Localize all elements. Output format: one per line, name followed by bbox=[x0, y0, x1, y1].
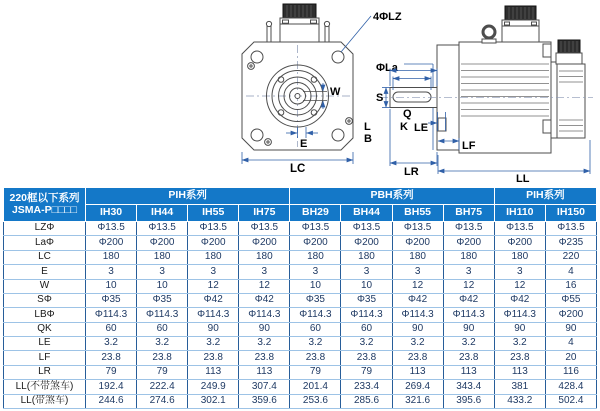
spec-table-body bbox=[4, 222, 597, 409]
spec-cell: 23.8 bbox=[392, 351, 443, 365]
spec-cell: Φ42 bbox=[392, 293, 443, 307]
spec-cell: 3.2 bbox=[188, 337, 239, 351]
spec-cell: 116 bbox=[545, 365, 596, 379]
spec-cell: Φ200 bbox=[494, 236, 545, 250]
dim-label-4phi-lz: 4ΦLZ bbox=[373, 11, 402, 23]
group-header-pbh: PBH系列 bbox=[290, 188, 494, 205]
series-group-row bbox=[4, 188, 597, 205]
spec-cell: 3.2 bbox=[137, 337, 188, 351]
spec-cell: 180 bbox=[239, 250, 290, 264]
dim-label-b: B bbox=[364, 133, 372, 145]
spec-cell: Φ114.3 bbox=[443, 308, 494, 322]
spec-cell: 180 bbox=[188, 250, 239, 264]
spec-cell: 180 bbox=[443, 250, 494, 264]
row-label: LR bbox=[4, 365, 86, 379]
dim-label-lf: LF bbox=[462, 140, 476, 152]
spec-cell: 3.2 bbox=[494, 337, 545, 351]
spec-cell: Φ13.5 bbox=[239, 222, 290, 236]
spec-cell: Φ114.3 bbox=[137, 308, 188, 322]
spec-cell: 321.6 bbox=[392, 394, 443, 409]
spec-cell: 113 bbox=[188, 365, 239, 379]
row-label: LF bbox=[4, 351, 86, 365]
series-title-line1: 220框以下系列 bbox=[9, 192, 80, 205]
row-label: QK bbox=[4, 322, 86, 336]
spec-cell: Φ13.5 bbox=[341, 222, 392, 236]
spec-cell: 343.4 bbox=[443, 380, 494, 394]
spec-cell: 12 bbox=[392, 279, 443, 293]
spec-cell: 23.8 bbox=[137, 351, 188, 365]
spec-cell: 79 bbox=[137, 365, 188, 379]
spec-cell: Φ13.5 bbox=[392, 222, 443, 236]
spec-cell: 23.8 bbox=[341, 351, 392, 365]
row-label: LL(带煞车) bbox=[4, 394, 86, 409]
spec-cell: 285.6 bbox=[341, 394, 392, 409]
spec-cell: 180 bbox=[341, 250, 392, 264]
dim-label-ll: LL bbox=[516, 173, 530, 185]
row-label: LZΦ bbox=[4, 222, 86, 236]
spec-cell: Φ13.5 bbox=[137, 222, 188, 236]
dim-label-le: LE bbox=[414, 122, 429, 134]
column-header-ih30: IH30 bbox=[86, 205, 137, 222]
spec-cell: 3.2 bbox=[239, 337, 290, 351]
spec-table-header bbox=[4, 188, 597, 222]
motor-dimension-diagram bbox=[0, 0, 600, 187]
spec-cell: Φ114.3 bbox=[290, 308, 341, 322]
spec-cell: 3 bbox=[443, 265, 494, 279]
spec-cell: Φ200 bbox=[545, 308, 596, 322]
dim-label-q: Q bbox=[403, 108, 412, 120]
spec-cell: 12 bbox=[494, 279, 545, 293]
spec-cell: 23.8 bbox=[239, 351, 290, 365]
spec-cell: 90 bbox=[545, 322, 596, 336]
spec-cell: 10 bbox=[137, 279, 188, 293]
spec-cell: 3 bbox=[290, 265, 341, 279]
column-header-ih110: IH110 bbox=[494, 205, 545, 222]
spec-cell: 3.2 bbox=[392, 337, 443, 351]
group-header-pih: PIH系列 bbox=[86, 188, 290, 205]
side-connector-cap bbox=[505, 6, 536, 20]
spec-cell: 16 bbox=[545, 279, 596, 293]
spec-cell: 3 bbox=[86, 265, 137, 279]
dim-label-k: K bbox=[400, 121, 408, 133]
spec-cell: 60 bbox=[86, 322, 137, 336]
spec-cell: Φ114.3 bbox=[188, 308, 239, 322]
spec-cell: 192.4 bbox=[86, 380, 137, 394]
row-label: W bbox=[4, 279, 86, 293]
spec-cell: Φ235 bbox=[545, 236, 596, 250]
group-header-pih-2: PIH系列 bbox=[494, 188, 596, 205]
spec-cell: 180 bbox=[290, 250, 341, 264]
spec-cell: 302.1 bbox=[188, 394, 239, 409]
spec-cell: Φ55 bbox=[545, 293, 596, 307]
table-row bbox=[4, 351, 597, 365]
spec-cell: 3 bbox=[137, 265, 188, 279]
spec-cell: 12 bbox=[443, 279, 494, 293]
spec-cell: Φ114.3 bbox=[392, 308, 443, 322]
spec-cell: 3 bbox=[239, 265, 290, 279]
spec-cell: Φ13.5 bbox=[86, 222, 137, 236]
spec-cell: Φ13.5 bbox=[290, 222, 341, 236]
spec-table bbox=[3, 187, 597, 409]
spec-cell: 3.2 bbox=[86, 337, 137, 351]
spec-cell: 3 bbox=[392, 265, 443, 279]
spec-cell: 12 bbox=[239, 279, 290, 293]
spec-cell: 79 bbox=[290, 365, 341, 379]
spec-cell: 23.8 bbox=[494, 351, 545, 365]
spec-cell: 79 bbox=[86, 365, 137, 379]
encoder-connector-body bbox=[556, 53, 582, 64]
spec-cell: Φ200 bbox=[341, 236, 392, 250]
spec-cell: Φ200 bbox=[290, 236, 341, 250]
spec-cell: 90 bbox=[239, 322, 290, 336]
dim-label-lr: LR bbox=[404, 166, 419, 178]
spec-cell: 4 bbox=[545, 265, 596, 279]
spec-cell: 23.8 bbox=[290, 351, 341, 365]
table-row bbox=[4, 308, 597, 322]
column-header-ih44: IH44 bbox=[137, 205, 188, 222]
spec-cell: 249.9 bbox=[188, 380, 239, 394]
spec-cell: Φ13.5 bbox=[545, 222, 596, 236]
spec-cell: Φ13.5 bbox=[443, 222, 494, 236]
spec-cell: 220 bbox=[545, 250, 596, 264]
spec-cell: 180 bbox=[494, 250, 545, 264]
spec-cell: 23.8 bbox=[86, 351, 137, 365]
spec-cell: 3 bbox=[341, 265, 392, 279]
spec-cell: 201.4 bbox=[290, 380, 341, 394]
spec-cell: 60 bbox=[137, 322, 188, 336]
dim-label-e: E bbox=[300, 138, 308, 150]
spec-cell: 307.4 bbox=[239, 380, 290, 394]
encoder-joint bbox=[551, 62, 557, 138]
spec-cell: Φ35 bbox=[86, 293, 137, 307]
side-connector-body bbox=[502, 20, 539, 42]
spec-cell: 233.4 bbox=[341, 380, 392, 394]
spec-cell: 90 bbox=[188, 322, 239, 336]
spec-cell: Φ42 bbox=[239, 293, 290, 307]
spec-cell: 395.6 bbox=[443, 394, 494, 409]
series-title-line2: JSMA-P□□□□ bbox=[11, 203, 78, 216]
spec-cell: Φ13.5 bbox=[494, 222, 545, 236]
dim-label-l: L bbox=[364, 121, 371, 133]
spec-cell: Φ200 bbox=[392, 236, 443, 250]
spec-cell: 113 bbox=[392, 365, 443, 379]
spec-cell: 180 bbox=[137, 250, 188, 264]
table-row bbox=[4, 380, 597, 394]
spec-cell: 3 bbox=[494, 265, 545, 279]
row-label: LL(不带煞车) bbox=[4, 380, 86, 394]
spec-cell: 433.2 bbox=[494, 394, 545, 409]
table-row bbox=[4, 236, 597, 250]
spec-cell: Φ35 bbox=[341, 293, 392, 307]
spec-cell: 274.6 bbox=[137, 394, 188, 409]
spec-cell: 113 bbox=[443, 365, 494, 379]
table-row bbox=[4, 394, 597, 409]
spec-cell: 3.2 bbox=[341, 337, 392, 351]
spec-cell: 3.2 bbox=[290, 337, 341, 351]
spec-cell: Φ200 bbox=[239, 236, 290, 250]
row-label: LC bbox=[4, 250, 86, 264]
spec-cell: 4 bbox=[545, 337, 596, 351]
row-label: E bbox=[4, 265, 86, 279]
spec-cell: 359.6 bbox=[239, 394, 290, 409]
row-label: LBΦ bbox=[4, 308, 86, 322]
spec-cell: Φ200 bbox=[188, 236, 239, 250]
spec-cell: 180 bbox=[392, 250, 443, 264]
spec-cell: 60 bbox=[341, 322, 392, 336]
column-header-ih55: IH55 bbox=[188, 205, 239, 222]
dim-label-lc: LC bbox=[290, 163, 306, 175]
spec-cell: 90 bbox=[443, 322, 494, 336]
spec-cell: Φ35 bbox=[137, 293, 188, 307]
table-row bbox=[4, 222, 597, 236]
row-label: LE bbox=[4, 337, 86, 351]
column-header-bh44: BH44 bbox=[341, 205, 392, 222]
spec-cell: Φ42 bbox=[188, 293, 239, 307]
spec-cell: Φ200 bbox=[86, 236, 137, 250]
spec-cell: 10 bbox=[86, 279, 137, 293]
spec-cell: 253.6 bbox=[290, 394, 341, 409]
spec-cell: 12 bbox=[188, 279, 239, 293]
table-row bbox=[4, 265, 597, 279]
spec-cell: Φ114.3 bbox=[341, 308, 392, 322]
column-header-ih75: IH75 bbox=[239, 205, 290, 222]
spec-cell: 3.2 bbox=[443, 337, 494, 351]
dim-label-w: W bbox=[330, 86, 341, 98]
spec-cell: Φ13.5 bbox=[188, 222, 239, 236]
spec-cell: 20 bbox=[545, 351, 596, 365]
row-label: LaΦ bbox=[4, 236, 86, 250]
row-label: SΦ bbox=[4, 293, 86, 307]
model-header-row bbox=[4, 205, 597, 222]
spec-cell: 23.8 bbox=[443, 351, 494, 365]
spec-cell: 10 bbox=[341, 279, 392, 293]
spec-cell: 10 bbox=[290, 279, 341, 293]
table-row bbox=[4, 365, 597, 379]
column-header-bh55: BH55 bbox=[392, 205, 443, 222]
spec-cell: 244.6 bbox=[86, 394, 137, 409]
le-tab bbox=[438, 118, 446, 131]
column-header-ih150: IH150 bbox=[545, 205, 596, 222]
spec-cell: 428.4 bbox=[545, 380, 596, 394]
spec-cell: 113 bbox=[494, 365, 545, 379]
spec-cell: 381 bbox=[494, 380, 545, 394]
spec-cell: Φ35 bbox=[290, 293, 341, 307]
spec-cell: 269.4 bbox=[392, 380, 443, 394]
column-header-bh75: BH75 bbox=[443, 205, 494, 222]
spec-cell: 90 bbox=[392, 322, 443, 336]
column-header-bh29: BH29 bbox=[290, 205, 341, 222]
table-row bbox=[4, 293, 597, 307]
spec-cell: Φ200 bbox=[443, 236, 494, 250]
spec-cell: 502.4 bbox=[545, 394, 596, 409]
spec-cell: Φ42 bbox=[494, 293, 545, 307]
table-row bbox=[4, 322, 597, 336]
spec-cell: 79 bbox=[341, 365, 392, 379]
dim-label-s: S bbox=[376, 92, 384, 104]
series-title-cell bbox=[4, 188, 86, 222]
side-view bbox=[380, 6, 593, 153]
spec-cell: Φ114.3 bbox=[239, 308, 290, 322]
front-connector-body bbox=[280, 18, 319, 42]
spec-cell: Φ114.3 bbox=[494, 308, 545, 322]
eyebolt-icon bbox=[483, 26, 495, 38]
spec-cell: 90 bbox=[494, 322, 545, 336]
spec-cell: 180 bbox=[86, 250, 137, 264]
dim-label-phi-la: ΦLa bbox=[376, 62, 398, 74]
spec-cell: Φ114.3 bbox=[86, 308, 137, 322]
table-row bbox=[4, 250, 597, 264]
spec-cell: 222.4 bbox=[137, 380, 188, 394]
spec-cell: 23.8 bbox=[188, 351, 239, 365]
encoder-body bbox=[557, 64, 585, 138]
spec-cell: 113 bbox=[239, 365, 290, 379]
spec-cell: 60 bbox=[290, 322, 341, 336]
spec-cell: 3 bbox=[188, 265, 239, 279]
table-row bbox=[4, 337, 597, 351]
motor-dimension-svg bbox=[0, 0, 600, 187]
table-row bbox=[4, 279, 597, 293]
spec-cell: Φ200 bbox=[137, 236, 188, 250]
spec-cell: Φ42 bbox=[443, 293, 494, 307]
